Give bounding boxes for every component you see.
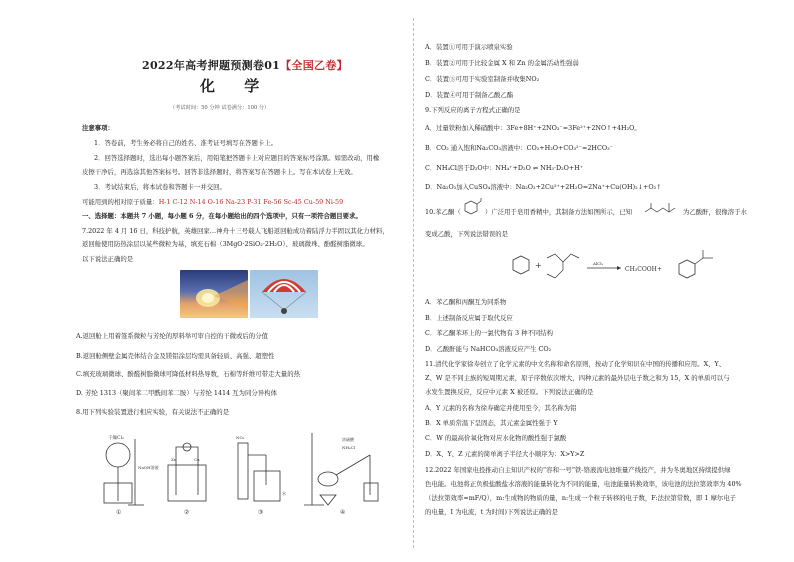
q7-line-2: 返回舱使用防热涂层以某些微粒为基，填充石棉（3MgO·2SiO₂·2H₂O）、玻璃微珠、酚醛树脂微球。 xyxy=(82,240,369,248)
label-dry-cl2: 干燥Cl₂ xyxy=(108,436,124,441)
apparatus-label-3: ③ xyxy=(258,509,264,515)
apparatus-3 xyxy=(238,443,280,501)
q12-line-3: （法拉第效率=mF/Q），m:生成物的物质的量，n:生成一个粒子转移的电子数，F:法拉第常数，即 1 摩尔电子 xyxy=(425,494,737,502)
q7-option-a: A.返回舱上用着签系微粒与芳纶的厚料举可审自控的干微或后的分值 xyxy=(76,332,268,340)
q10-option-a: A．苯乙酮和丙酮互为同系物 xyxy=(425,298,507,306)
apparatus-label-1: ① xyxy=(116,509,122,515)
label-nh4cl: NH₄Cl xyxy=(342,445,355,450)
q10-stem-a: 10.苯乙酮（ xyxy=(425,208,461,216)
q11-line-3: 水发生置换反应，反应中元素 X 被还原。下列说法正确的是 xyxy=(425,388,594,396)
q11-line-1: 11.清代化学家徐寿创立了化学元素的中文名称和命名原则，按动了化学知识在中国的传播和应用。X、Y、 xyxy=(425,360,726,368)
apparatus-1 xyxy=(104,439,144,505)
q11-line-2: Z、W 是不同主族的短周期元素，原子序数依次增大，四种元素的最外层电子数之和为 15，X 的单质可以与 xyxy=(425,374,730,382)
q7-line-3: 以下说法正确的是 xyxy=(82,255,134,263)
q8-option-a: A．装置①可用于演示喷泉实验 xyxy=(425,43,513,51)
note-2-cont: 皮擦干净后，再选涂其他答案标号。回答非选择题时，将答案写在答题卡上。写在本试卷上无效。 xyxy=(82,168,357,176)
apparatus-2 xyxy=(168,443,206,501)
q11-option-c: C．W 的最高价氧化物对应水化物的酸性强于氯酸 xyxy=(425,434,567,442)
q9-option-a: A．过量铁粉加入稀硝酸中：3Fe+8H⁺+2NO₃⁻=3Fe²⁺+2NO↑+4H₂O。 xyxy=(425,124,641,132)
catalyst-label: AlCl₃ xyxy=(593,261,604,266)
exam-info: （考试时间：50 分钟 试卷满分：100 分） xyxy=(170,105,270,111)
note-1: 1．答卷前，考生务必将自己的姓名、准考证号填写在答题卡上。 xyxy=(94,139,278,147)
q8-stem: 8.用下列实验装置进行相应实验，有关说法不正确的是 xyxy=(76,408,230,416)
column-divider xyxy=(413,18,414,548)
apparatus-label-2: ② xyxy=(184,509,190,515)
reaction-product: CH₃COOH+ xyxy=(625,266,662,273)
note-2: 2．回答选择题时，选出每小题答案后，用铅笔把答题卡上对应题目的答案标号涂黑。如需改动，用橡 xyxy=(94,154,380,162)
q10-option-b: B．上述制备反应属于取代反应 xyxy=(425,314,513,322)
acetophenone-inline-structure xyxy=(459,198,485,220)
q12-line-4: 的电量，I 为电流，t 为时间)下列说法正确的是 xyxy=(425,508,559,516)
q12-line-1: 12.2022 年国家电投推动自主知识产权的“容和一号”铁-铬液流电池堆量产线投产，并为冬奥地区持续提供绿 xyxy=(425,466,731,474)
q8-option-c: C．装置③可用于实验室制备并收集NO₂ xyxy=(425,75,540,83)
apparatus-figure xyxy=(80,425,400,515)
q8-option-d: D．装置④可用于制备乙酸乙酯 xyxy=(425,91,514,99)
exam-title: 2022年高考押题预测卷01【全国乙卷】 xyxy=(142,59,348,72)
q11-option-d: D．X、Y、Z 元素的简单离子半径大小顺序为：X>Y>Z xyxy=(425,450,585,458)
notes-heading: 注意事项： xyxy=(82,124,114,132)
q8-option-b: B．装置②可用于比较金属 X 和 Zn 的金属活动性强弱 xyxy=(425,59,579,67)
q7-option-c: C.填充玻璃微球、酚醛树脂微球可降低材料热导数，石棉等纤维可带走大量的热 xyxy=(76,370,300,378)
q10-stem-c: 为乙酸酐，很像溶于水 xyxy=(683,208,747,216)
label-naoh: NaOH溶液 xyxy=(138,465,159,470)
reaction-scheme xyxy=(505,246,735,290)
subject-title: 化 学 xyxy=(200,77,272,95)
label-water: 水 xyxy=(282,491,286,496)
atomic-masses: 可能用到的相对原子质量：H-1 C-12 N-14 O-16 Na-23 P-31 Fe-56 Sc-45 Cu-59 Ni-59 xyxy=(82,198,344,206)
q9-stem: 9.下列反应的离子方程式正确的是 xyxy=(425,106,521,114)
q9-option-d: D．Na₂O₂加入CuSO₄溶液中：Na₂O₂+2Cu²⁺+2H₂O=2Na⁺+Cu(OH)₂↓+O₂↑ xyxy=(425,183,662,191)
q9-option-b: B．CO₂ 通入饱和Na₂CO₃溶液中：CO₂+H₂O+CO₃²⁻=2HCO₃⁻ xyxy=(425,144,614,152)
q7-option-d: D. 芳纶 1313（聚间苯二甲酰间苯二胺）与芳纶 1414 互为同分异构体 xyxy=(76,389,277,397)
label-cu: Cu xyxy=(194,457,200,462)
label-no2: NO₂ xyxy=(236,435,245,440)
q7-line-1: 7.2022 年 4 月 16 日，科技护航，英雄回家…神舟十三号载人飞船返回舱成功着陆浮力半固以其化力材料， xyxy=(82,227,389,235)
q11-option-a: A．Y 元素的名称为徐寿确定并使用至今，其名称为铝 xyxy=(425,404,577,412)
q10-option-d: D．乙酸酐能与 NaHCO₃溶液反应产生 CO₂ xyxy=(425,345,552,353)
q11-option-b: B．X 单质常温下呈固态，其元素金属性强于 Y xyxy=(425,419,558,427)
q10-option-c: C．苯乙酮苯环上的一氯代物有 3 种不同结构 xyxy=(425,329,554,337)
reentry-photo xyxy=(180,270,248,318)
acetic-anhydride-inline-structure xyxy=(643,200,683,216)
note-3: 3．考试结束后，将本试卷和答题卡一并交回。 xyxy=(94,183,226,191)
q7-option-b: B.返回舱侧壁金属壳体结合金及镁铝涂层均需具备轻质、高强、超塑性 xyxy=(76,352,275,360)
apparatus-4 xyxy=(304,433,378,505)
q12-line-2: 色电能。电池将正负极盐酸盐水溶液的能量转化为不同的能量，电池能量转换效率，该电池的法拉第效率为 40% xyxy=(425,480,742,488)
q10-stem-b: ）广泛用于皂用香精中，其制备方法如图所示，已知 xyxy=(485,208,632,216)
section1-heading: 一、选择题：本题共 7 小题，每小题 6 分，在每小题给出的四个选项中，只有一项符合题目要求。 xyxy=(82,212,362,220)
svg-text:+: + xyxy=(535,261,542,270)
apparatus-label-4: ④ xyxy=(340,509,346,515)
q10-stem-d: 变成乙酸，下列说法错误的是 xyxy=(425,230,509,238)
exam-title-tag: 【全国乙卷】 xyxy=(280,59,348,72)
label-zn: Zn xyxy=(171,457,177,462)
parachute-photo xyxy=(250,270,318,318)
q9-option-c: C．NH₄Cl溶于D₂O中：NH₄⁺+D₂O ⇌ NH₃·D₂O+H⁺ xyxy=(425,164,584,172)
label-h2so4: 浓硫酸 xyxy=(342,437,354,442)
